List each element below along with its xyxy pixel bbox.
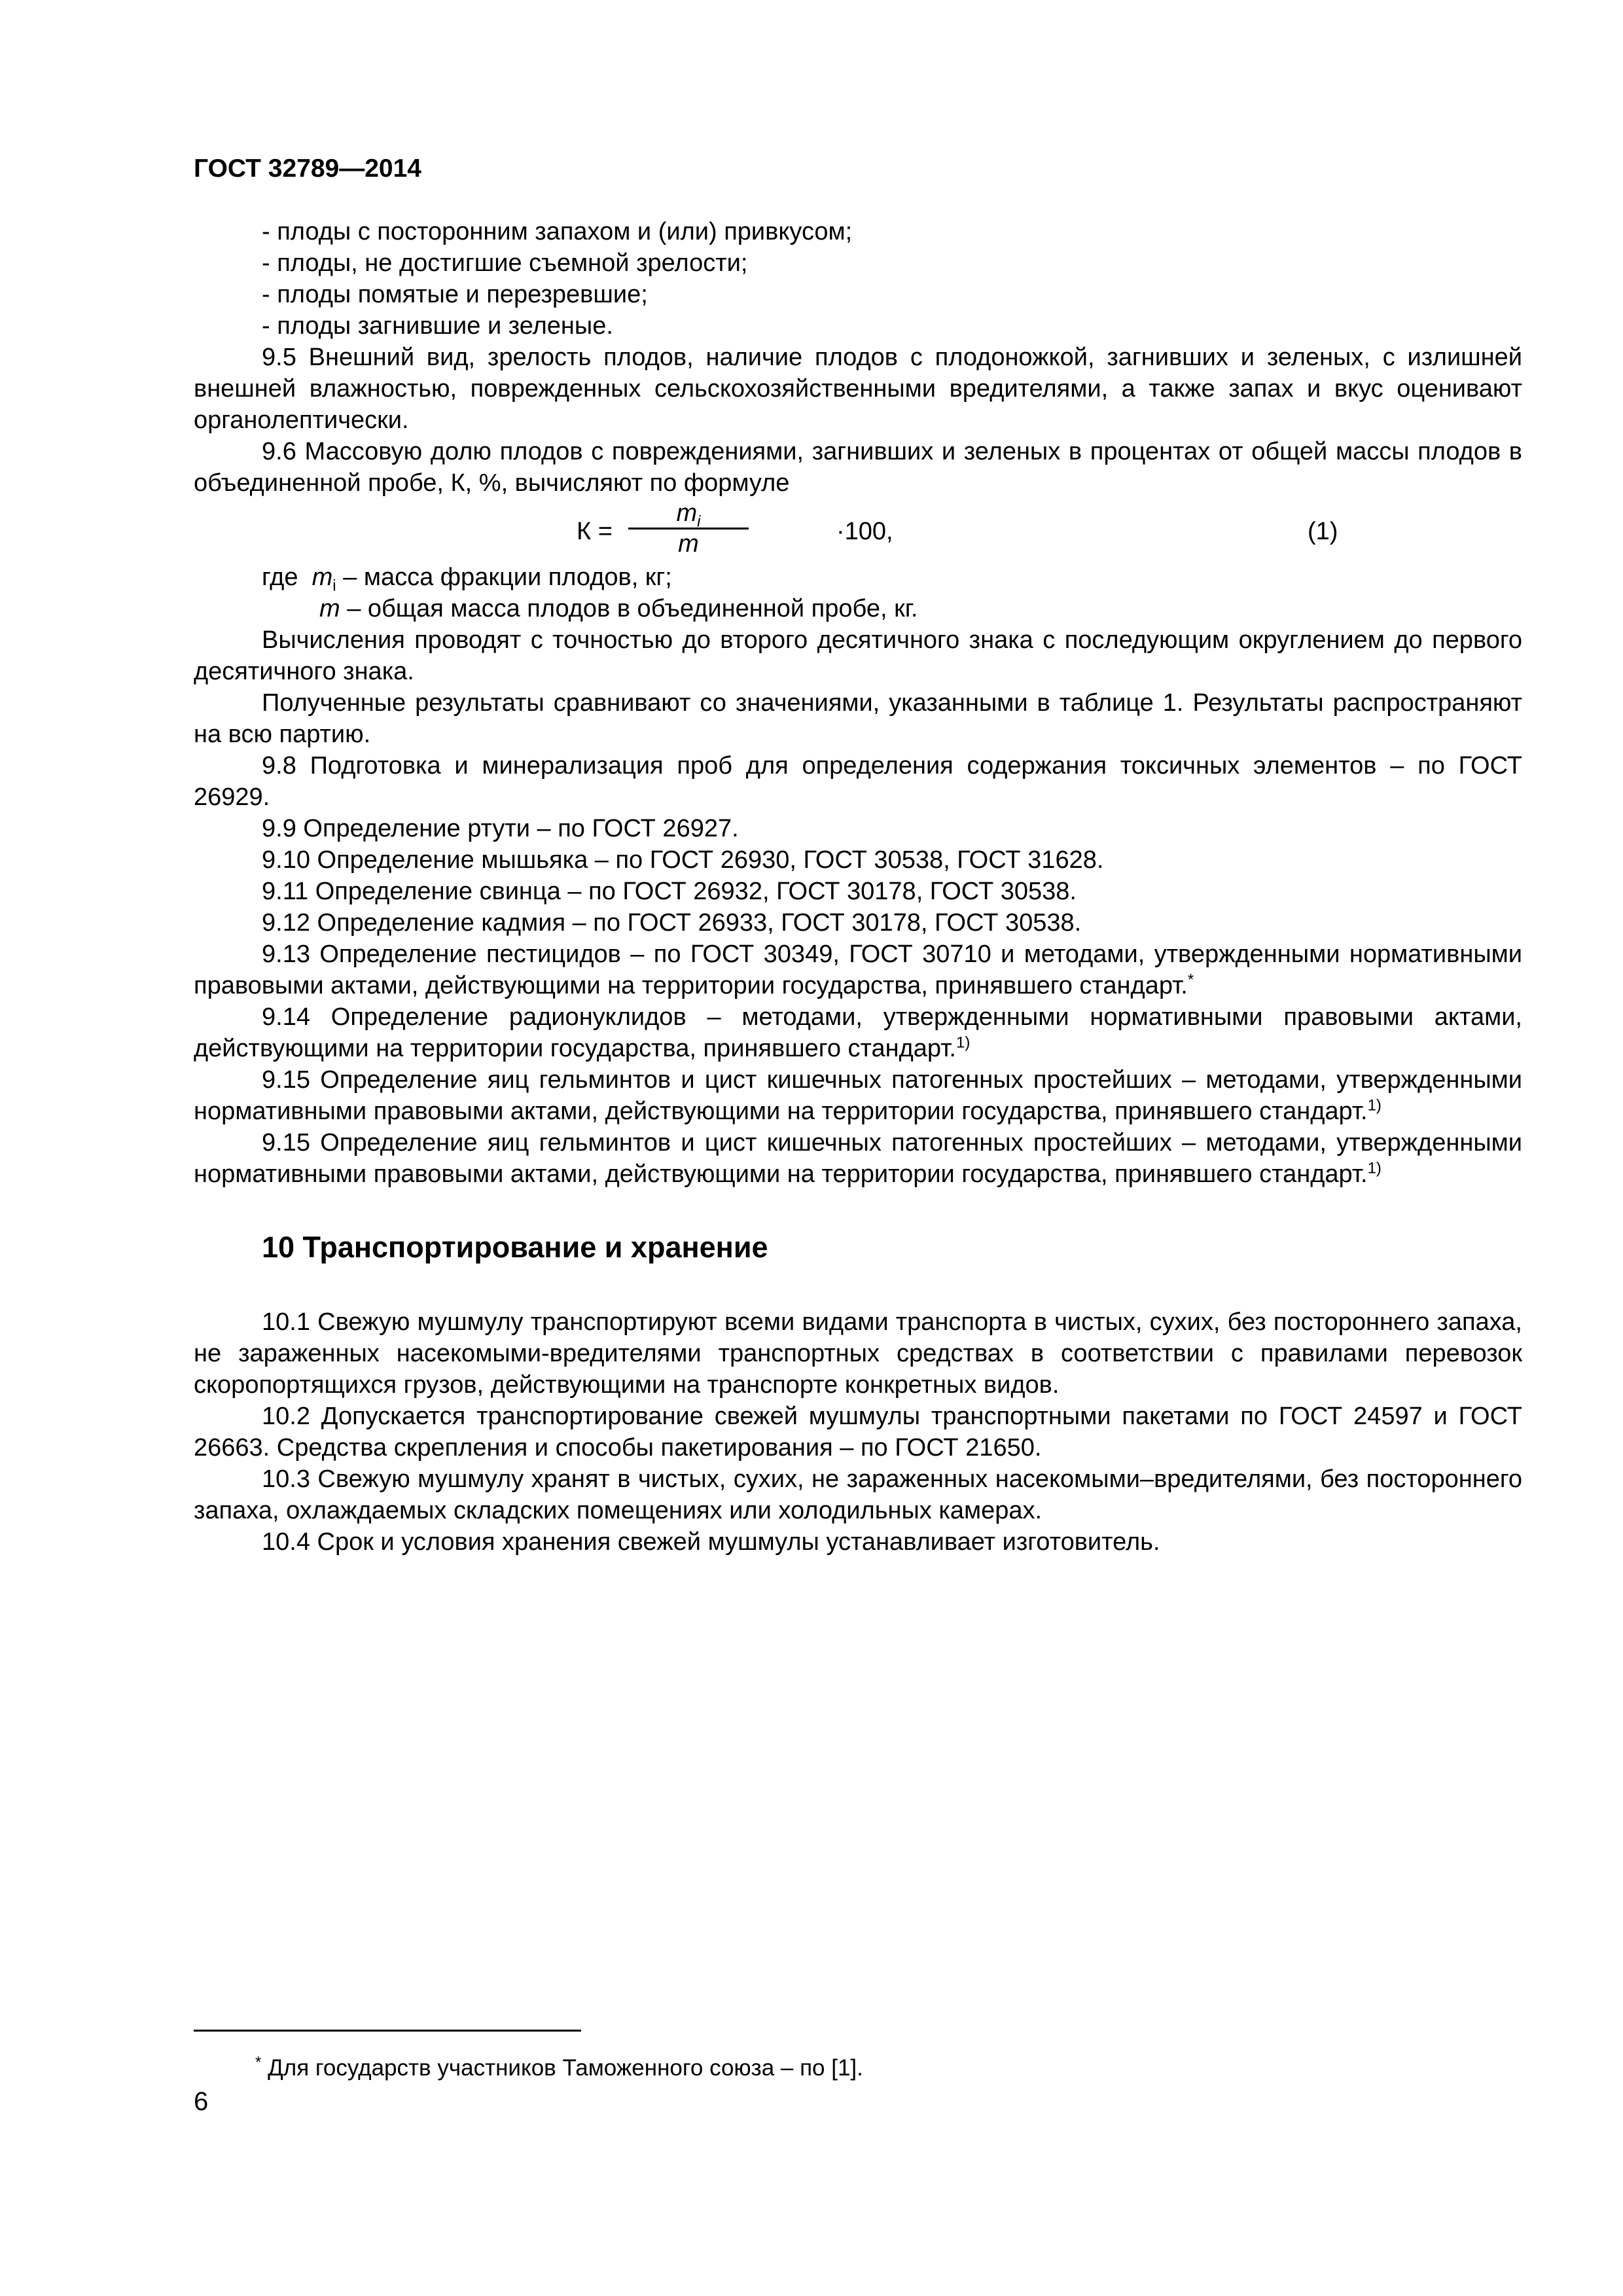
paragraph-10-1: 10.1 Свежую мушмулу транспортируют всеми видами транспорта в чистых, сухих, без постороннего запаха, не зараженных насекомыми-вредителями транспортных средствах в соответствии с правилами перевозок скоропортящихся грузов, действующими на транспорте конкретных видов.	[194, 1308, 1522, 1399]
list-item: - плоды с посторонним запахом и (или) привкусом;	[262, 218, 853, 245]
formula-numerator	[628, 499, 749, 531]
where-sub-i: i	[332, 577, 336, 595]
paragraph-9-9: 9.9 Определение ртути – по ГОСТ 26927.	[262, 815, 739, 842]
paragraph-9-6: 9.6 Массовую долю плодов с повреждениями, загнивших и зеленых в процентах от общей массы плодов в объединенной пробе, К, %, вычисляют по формуле	[194, 438, 1522, 497]
paragraph-9-15	[194, 1064, 1522, 1127]
formula-fraction	[628, 499, 749, 558]
formula-denominator: m	[678, 530, 699, 558]
footnote	[255, 2055, 863, 2081]
formula-number: (1)	[1308, 518, 1338, 545]
list-item: - плоды, не достигшие съемной зрелости;	[262, 249, 748, 277]
paragraph-9-13-text: 9.13 Определение пестицидов – по ГОСТ 30349, ГОСТ 30710 и методами, утвержденными нормативными правовыми актами, действующими на территории государства, принявшего стандарт.	[194, 941, 1522, 999]
where-text-1: – масса фракции плодов, кг;	[336, 564, 672, 591]
where-line-2	[194, 593, 1522, 624]
where-var-mi: m	[312, 564, 333, 591]
paragraph-9-15-repeat	[194, 1127, 1522, 1190]
paragraph-results: Полученные результаты сравнивают со значениями, указанными в таблице 1. Результаты распространяют на всю партию.	[194, 689, 1522, 748]
paragraph-9-15-repeat-text: 9.15 Определение яиц гельминтов и цист кишечных патогенных простейших – методами, утвержденными нормативными правовыми актами, действующими на территории государства, принявшего стандарт.	[194, 1129, 1522, 1188]
footnote-divider	[194, 2030, 581, 2032]
footnote-ref: 1)	[1367, 1159, 1382, 1177]
where-var-m: m	[319, 595, 340, 622]
formula-lhs: К =	[577, 518, 613, 545]
list-item: - плоды помятые и перезревшие;	[262, 281, 648, 308]
paragraph-9-14	[194, 1001, 1522, 1064]
where-text-2: – общая масса плодов в объединенной пробе, кг.	[340, 595, 918, 622]
paragraph-9-13	[194, 939, 1522, 1001]
paragraph-9-10: 9.10 Определение мышьяка – по ГОСТ 26930, ГОСТ 30538, ГОСТ 31628.	[262, 846, 1104, 874]
where-prefix: где	[262, 564, 298, 591]
numerator-var: m	[676, 499, 698, 527]
footnote-ref: *	[1187, 971, 1194, 989]
list-item: - плоды загнившие и зеленые.	[262, 312, 613, 340]
paragraph-calculation: Вычисления проводят с точностью до второго десятичного знака с последующим округлением до первого десятичного знака.	[194, 626, 1522, 685]
footnote-text: Для государств участников Таможенного союза – по [1].	[261, 2055, 863, 2081]
paragraph-9-11: 9.11 Определение свинца – по ГОСТ 26932, ГОСТ 30178, ГОСТ 30538.	[262, 878, 1077, 905]
footnote-ref: 1)	[955, 1033, 971, 1052]
section-10-title: 10 Транспортирование и хранение	[262, 1230, 768, 1264]
paragraph-10-3: 10.3 Свежую мушмулу хранят в чистых, сухих, не зараженных насекомыми–вредителями, без постороннего запаха, охлаждаемых складских помещениях или холодильных камерах.	[194, 1465, 1522, 1524]
footnote-mark: *	[255, 2053, 262, 2072]
paragraph-9-12: 9.12 Определение кадмия – по ГОСТ 26933, ГОСТ 30178, ГОСТ 30538.	[262, 909, 1082, 937]
document-body	[194, 216, 1522, 1558]
numerator-sub: i	[697, 512, 701, 531]
paragraph-9-14-text: 9.14 Определение радионуклидов – методами, утвержденными нормативными правовыми актами, действующими на территории государства, принявшего стандарт.	[194, 1003, 1522, 1062]
paragraph-9-8: 9.8 Подготовка и минерализация проб для определения содержания токсичных элементов – по ГОСТ 26929.	[194, 752, 1522, 811]
footnote-ref: 1)	[1367, 1096, 1382, 1115]
where-line-1	[194, 562, 1522, 593]
formula-multiplier: ·100,	[836, 518, 893, 545]
paragraph-10-4: 10.4 Срок и условия хранения свежей мушмулы устанавливает изготовитель.	[262, 1528, 1160, 1556]
document-header: ГОСТ 32789—2014	[194, 154, 421, 183]
page-number: 6	[194, 2087, 209, 2116]
formula-1	[194, 499, 1522, 562]
paragraph-9-5: 9.5 Внешний вид, зрелость плодов, наличие плодов с плодоножкой, загнивших и зеленых, с излишней внешней влажностью, поврежденных сельскохозяйственными вредителями, а также запах и вкус оценивают органолептически.	[194, 344, 1522, 434]
paragraph-9-15-text: 9.15 Определение яиц гельминтов и цист кишечных патогенных простейших – методами, утвержденными нормативными правовыми актами, действующими на территории государства, принявшего стандарт.	[194, 1066, 1522, 1125]
paragraph-10-2: 10.2 Допускается транспортирование свежей мушмулы транспортными пакетами по ГОСТ 24597 и ГОСТ 26663. Средства скрепления и способы пакетирования – по ГОСТ 21650.	[194, 1403, 1522, 1462]
